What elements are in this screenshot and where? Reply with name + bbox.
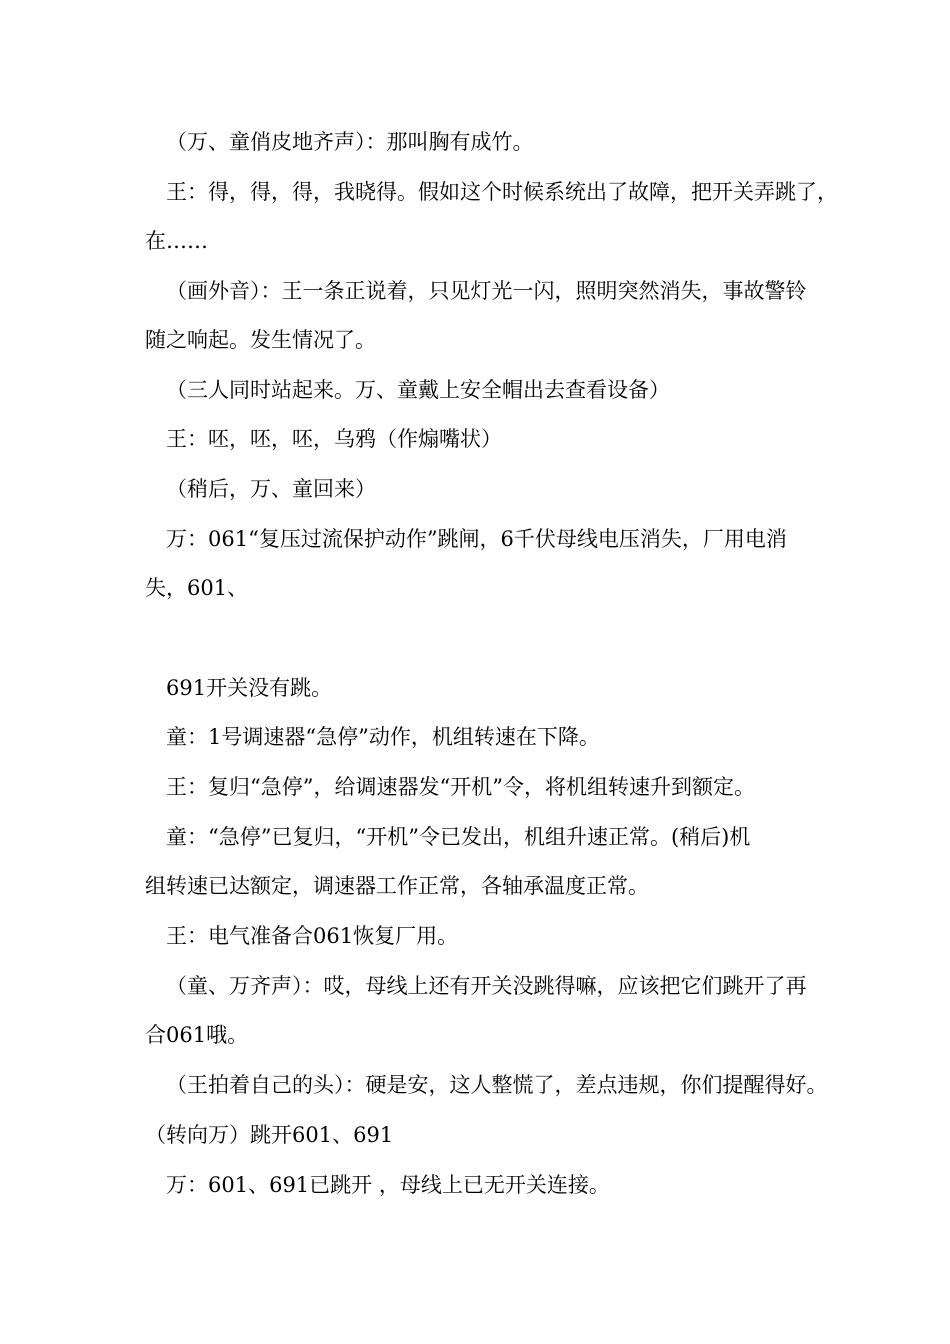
text-line: 王：呸，呸，呸，乌鸦（作煽嘴状）	[166, 427, 502, 451]
text-line: 失，601、	[145, 576, 249, 600]
text-line: （万、童俏皮地齐声）：那叫胸有成竹。	[166, 130, 534, 154]
text-line: 王：电气准备合061恢复厂用。	[166, 924, 459, 948]
text-line: 在……	[145, 229, 208, 253]
text-line: 王：复归“急停”，给调速器发“开机”令，将机组转速升到额定。	[166, 775, 755, 799]
text-line: 童：“急停”已复归，“开机”令已发出，机组升速正常。(稍后)机	[166, 825, 751, 849]
text-line: （三人同时站起来。万、童戴上安全帽出去查看设备）	[166, 378, 670, 402]
text-line: 万：061“复压过流保护动作”跳闸，6千伏母线电压消失，厂用电消	[166, 527, 787, 551]
text-line: （王拍着自己的头）：硬是安，这人整慌了，差点违规，你们提醒得好。	[166, 1073, 828, 1097]
text-line: 合061哦。	[145, 1023, 249, 1047]
text-line: 王：得，得，得，我晓得。假如这个时候系统出了故障，把开关弄跳了，	[166, 180, 838, 204]
text-line: （转向万）跳开601、691	[145, 1123, 394, 1147]
text-line: （稍后，万、童回来）	[166, 477, 376, 501]
text-line: 万：601、691已跳开 ，母线上已无开关连接。	[166, 1173, 610, 1197]
text-line: 691开关没有跳。	[166, 676, 333, 700]
text-line: 童：1号调速器“急停”动作，机组转速在下降。	[166, 725, 600, 749]
text-line: （画外音）：王一条正说着，只见灯光一闪，照明突然消失，事故警铃	[166, 279, 807, 303]
text-line: 组转速已达额定，调速器工作正常，各轴承温度正常。	[145, 874, 649, 898]
text-line: 随之响起。发生情况了。	[145, 328, 376, 352]
text-line: （童、万齐声）：哎，母线上还有开关没跳得嘛，应该把它们跳开了再	[166, 974, 807, 998]
